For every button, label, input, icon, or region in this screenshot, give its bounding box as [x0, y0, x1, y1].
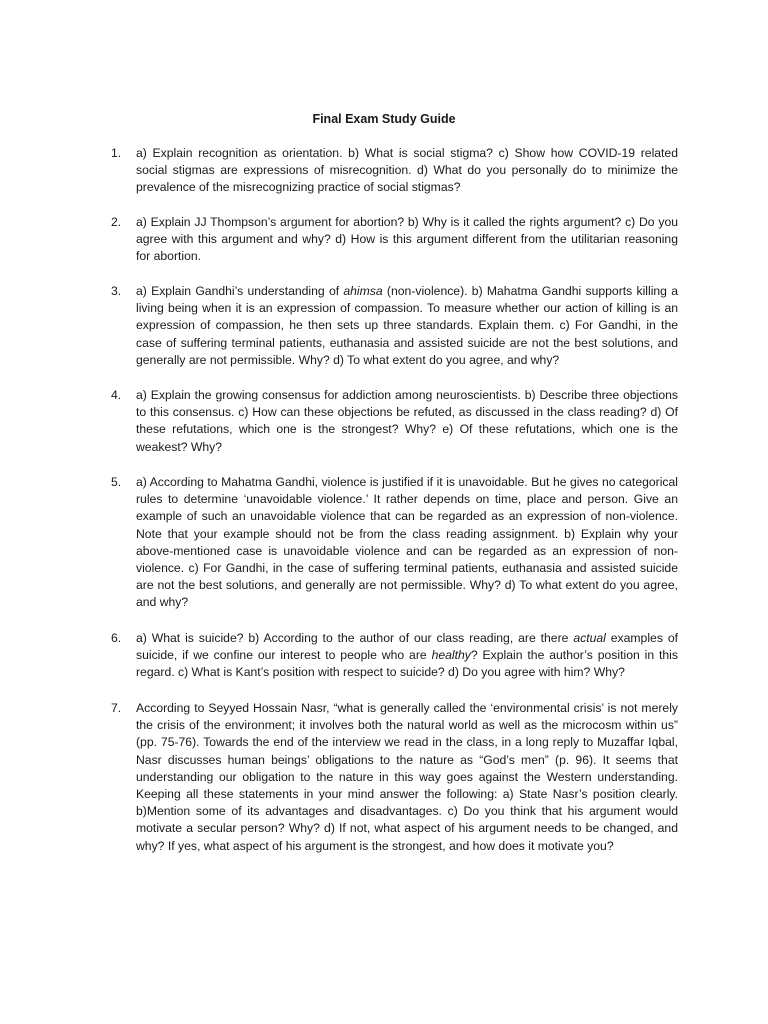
question-number: 1. [111, 146, 122, 160]
question-text-segment: a) What is suicide? b) According to the author of our class reading, are there [136, 631, 574, 645]
question-number: 6. [111, 631, 122, 645]
question-number: 4. [111, 388, 122, 402]
question-text: a) Explain JJ Thompson’s argument for abortion? b) Why is it called the rights argument? c) Do you agree with this argument and why? d) How is this argument different from the utilitarian reasoning for abortion. [136, 215, 678, 264]
page-title: Final Exam Study Guide [312, 112, 456, 126]
italic-term: healthy [431, 648, 471, 663]
question-number: 3. [111, 284, 122, 298]
question-text-segment: a) Explain Gandhi’s understanding of [136, 284, 344, 298]
question-number: 2. [111, 215, 122, 229]
italic-term: ahimsa [343, 284, 383, 298]
question-item [111, 700, 678, 855]
question-number: 7. [111, 701, 122, 715]
question-text [136, 283, 678, 369]
question-number: 5. [111, 475, 122, 489]
question-item [111, 214, 678, 266]
question-text-segment: (non-violence). b) Mahatma Gandhi supports killing a living being when it is an expression of compassion. To measure whether our action of killing is an expression of compassion, he then sets up three standards. Explain them. c) For Gandhi, in the case of suffering terminal patients, euthanasia and assisted suicide are not the best solutions, and generally are not permissible. Why? d) To what extent do you agree, and why? [136, 284, 678, 367]
question-item [111, 145, 678, 197]
question-text: a) According to Mahatma Gandhi, violence is justified if it is unavoidable. But he gives no categorical rules to determine ‘unavoidable violence.’ It rather depends on time, place and person. Give an example of such an unavoidable violence that can be regarded as an expression of non-violence. Note that your example should not be from the class reading assignment. b) Explain why your above-mentioned case is unavoidable violence and can be regarded as an expression of non-violence. c) For Gandhi, in the case of suffering terminal patients, euthanasia and assisted suicide are not the best solutions, and generally are not permissible. Why? d) To what extent do you agree, and why? [136, 475, 678, 610]
question-item [111, 474, 678, 612]
question-text: a) Explain the growing consensus for addiction among neuroscientists. b) Describe three objections to this consensus. c) How can these objections be refuted, as discussed in the class reading? d) Of these refutations, which one is the strongest? Why? e) Of these refutations, which one is the weakest? Why? [136, 388, 678, 454]
question-item [111, 630, 678, 682]
italic-term: actual [573, 631, 606, 645]
question-item [111, 283, 678, 369]
question-text-segment: ? Explain the author’s position in this regard. c) What is Kant’s position with respect to suicide? d) Do you agree with him? Why? [136, 648, 678, 680]
question-text: According to Seyyed Hossain Nasr, “what is generally called the ‘environmental crisis’ is not merely the crisis of the environment; it involves both the natural world as well as the microcosm within us” (pp. 75-76). Towards the end of the interview we read in the class, in a long reply to Muzaffar Iqbal, Nasr discusses human beings’ obligations to the nature as “God’s men” (p. 96). It seems that understanding our obligation to the nature in this way goes against the Western understanding. Keeping all these statements in your mind answer the following: a) State Nasr’s position clearly. b)Mention some of its advantages and disadvantages. c) Do you think that his argument would motivate a secular person? Why? d) If not, what aspect of his argument needs to be changed, and why? If yes, what aspect of his argument is the strongest, and how does it motivate you? [136, 701, 678, 853]
question-text-segment: examples of suicide, if we confine our interest to people who are [136, 631, 678, 663]
question-text: a) Explain recognition as orientation. b) What is social stigma? c) Show how COVID-19 related social stigmas are expressions of misrecognition. d) What do you personally do to minimize the prevalence of the misrecognizing practice of social stigmas? [136, 146, 678, 195]
question-item [111, 387, 678, 456]
question-text [136, 630, 678, 682]
